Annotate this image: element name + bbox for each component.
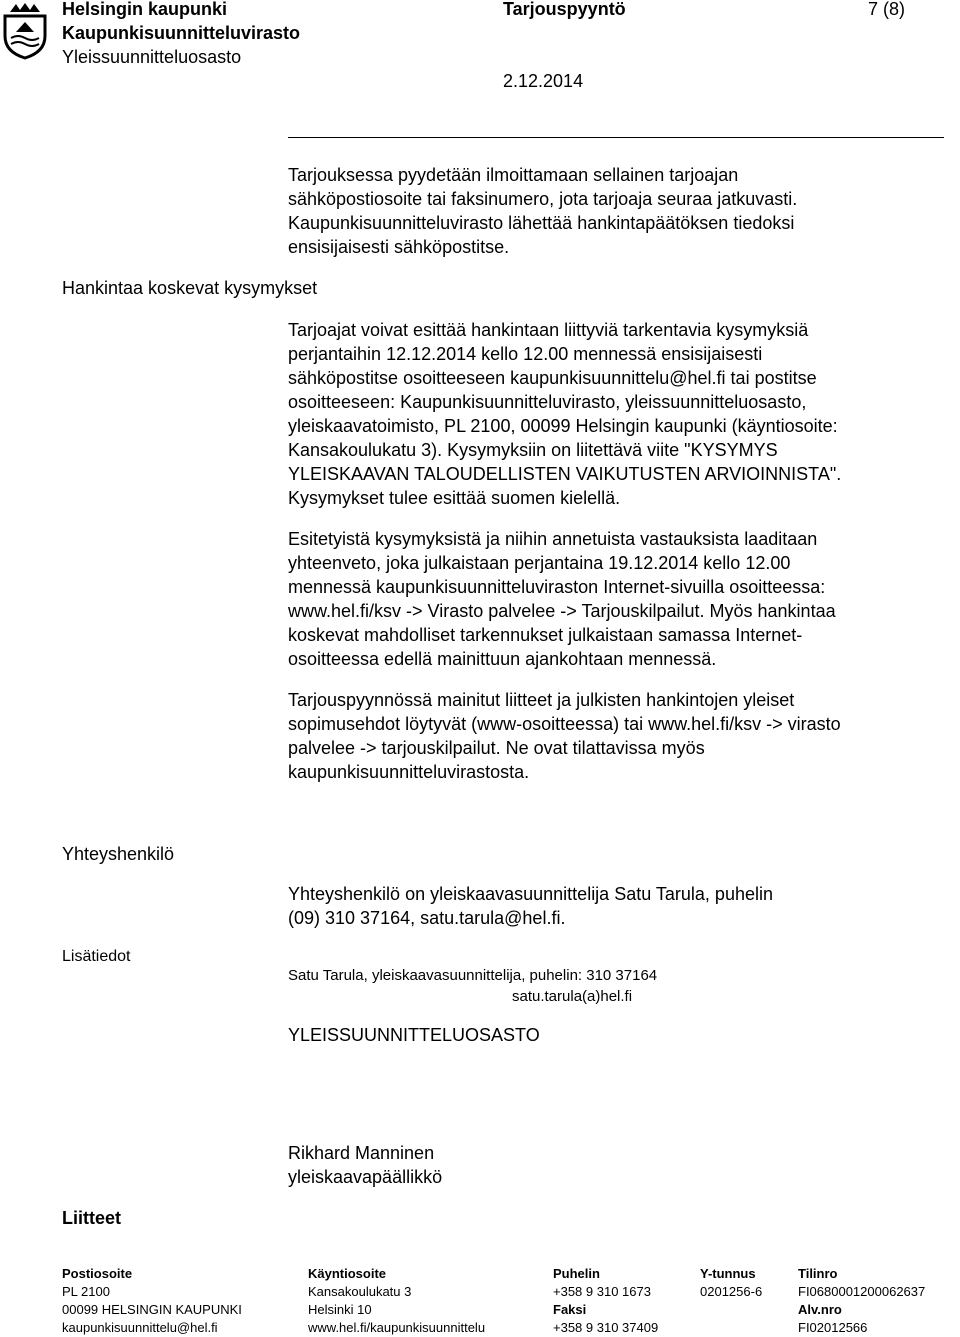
footer-heading: Faksi bbox=[553, 1302, 587, 1317]
text-line: kaupunkisuunnitteluvirastosta. bbox=[288, 762, 530, 782]
text-line: Kaupunkisuunnitteluvirasto lähettää hankintapäätöksen tiedoksi bbox=[288, 213, 795, 233]
text-line: Tarjoajat voivat esittää hankintaan liittyviä tarkentavia kysymyksiä bbox=[288, 320, 809, 340]
paragraph-attachments-terms bbox=[288, 688, 948, 784]
footer-bank bbox=[798, 1265, 925, 1337]
text-line: Kysymykset tulee esittää suomen kielellä. bbox=[288, 488, 621, 508]
document-date: 2.12.2014 bbox=[503, 71, 584, 91]
section-label-info: Lisätiedot bbox=[62, 948, 131, 965]
footer-line: FI0680001200062637 bbox=[798, 1284, 926, 1299]
department-name: Kaupunkisuunnitteluvirasto bbox=[62, 23, 301, 43]
document-type: Tarjouspyyntö bbox=[503, 0, 626, 19]
text-line: yleiskaavatoimisto, PL 2100, 00099 Helsingin kaupunki (käyntiosoite: bbox=[288, 416, 838, 436]
paragraph-contact-email bbox=[288, 163, 948, 259]
text-line: www.hel.fi/ksv -> Virasto palvelee -> Tarjouskilpailut. Myös hankintaa bbox=[288, 601, 836, 621]
text-line: sähköpostiosoite tai faksinumero, jota tarjoaja seuraa jatkuvasti. bbox=[288, 189, 798, 209]
text-line: osoitteeseen: Kaupunkisuunnitteluvirasto, yleissuunnitteluosasto, bbox=[288, 392, 807, 412]
footer-heading: Y-tunnus bbox=[700, 1266, 756, 1281]
footer-heading: Postiosoite bbox=[62, 1266, 133, 1281]
footer-line: Helsinki 10 bbox=[308, 1302, 372, 1317]
text-line: (09) 310 37164, satu.tarula@hel.fi. bbox=[288, 908, 566, 928]
text-line: ensisijaisesti sähköpostitse. bbox=[288, 237, 510, 257]
footer-website: www.hel.fi/kaupunkisuunnittelu bbox=[308, 1320, 486, 1335]
footer-line: 00099 HELSINGIN KAUPUNKI bbox=[62, 1302, 242, 1317]
signer-title: yleiskaavapäällikkö bbox=[288, 1167, 443, 1187]
footer-line: PL 2100 bbox=[62, 1284, 110, 1299]
text-line: palvelee -> tarjouskilpailut. Ne ovat tilattavissa myös bbox=[288, 738, 705, 758]
footer-line: +358 9 310 1673 bbox=[553, 1284, 651, 1299]
section-label-questions: Hankintaa koskevat kysymykset bbox=[62, 278, 318, 298]
footer-visit bbox=[308, 1265, 485, 1337]
footer-line: Kansakoulukatu 3 bbox=[308, 1284, 412, 1299]
info-email-line: satu.tarula(a)hel.fi bbox=[512, 988, 633, 1005]
paragraph-questions bbox=[288, 318, 948, 510]
helsinki-crest-icon bbox=[2, 2, 48, 60]
footer-ytunnus bbox=[700, 1265, 762, 1301]
text-line: sopimusehdot löytyvät (www-osoitteessa) tai www.hel.fi/ksv -> virasto bbox=[288, 714, 841, 734]
text-line: YLEISKAAVAN TALOUDELLISTEN VAIKUTUSTEN ARVIOINNISTA". bbox=[288, 464, 842, 484]
footer-postal bbox=[62, 1265, 242, 1337]
text-line: Tarjouksessa pyydetään ilmoittamaan sellainen tarjoajan bbox=[288, 165, 739, 185]
footer-line: +358 9 310 37409 bbox=[553, 1320, 659, 1335]
paragraph-answers-summary bbox=[288, 527, 948, 671]
text-line: Kansakoulukatu 3). Kysymyksiin on liitettävä viite "KYSYMYS bbox=[288, 440, 778, 460]
division-name: Yleissuunnitteluosasto bbox=[62, 47, 242, 67]
department-uppercase: YLEISSUUNNITTELUOSASTO bbox=[288, 1025, 540, 1045]
text-line: Tarjouspyynnössä mainitut liitteet ja julkisten hankintojen yleiset bbox=[288, 690, 795, 710]
footer-email: kaupunkisuunnittelu@hel.fi bbox=[62, 1320, 218, 1335]
paragraph-contact-person bbox=[288, 882, 948, 930]
text-line: yhteenveto, joka julkaistaan perjantaina 19.12.2014 kello 12.00 bbox=[288, 553, 791, 573]
section-label-contact: Yhteyshenkilö bbox=[62, 844, 175, 864]
page-number: 7 (8) bbox=[868, 0, 906, 19]
footer-heading: Käyntiosoite bbox=[308, 1266, 387, 1281]
text-line: koskevat mahdolliset tarkennukset julkaistaan samassa Internet- bbox=[288, 625, 803, 645]
text-line: Yhteyshenkilö on yleiskaavasuunnittelija Satu Tarula, puhelin bbox=[288, 884, 773, 904]
text-line: mennessä kaupunkisuunnitteluviraston Internet-sivuilla osoitteessa: bbox=[288, 577, 826, 597]
org-name: Helsingin kaupunki bbox=[62, 0, 228, 19]
header-divider bbox=[288, 137, 944, 138]
info-contact-line: Satu Tarula, yleiskaavasuunnittelija, puhelin: 310 37164 bbox=[288, 967, 658, 984]
signer-name: Rikhard Manninen bbox=[288, 1143, 435, 1163]
text-line: sähköpostitse osoitteeseen kaupunkisuunnittelu@hel.fi tai postitse bbox=[288, 368, 817, 388]
footer-phone bbox=[553, 1265, 658, 1337]
footer-line: FI02012566 bbox=[798, 1320, 868, 1335]
footer-heading: Alv.nro bbox=[798, 1302, 842, 1317]
footer-line: 0201256-6 bbox=[700, 1284, 763, 1299]
footer-heading: Tilinro bbox=[798, 1266, 838, 1281]
text-line: perjantaihin 12.12.2014 kello 12.00 mennessä ensisijaisesti bbox=[288, 344, 763, 364]
text-line: Esitetyistä kysymyksistä ja niihin annetuista vastauksista laaditaan bbox=[288, 529, 818, 549]
footer-heading: Puhelin bbox=[553, 1266, 600, 1281]
section-label-attachments: Liitteet bbox=[62, 1208, 122, 1228]
text-line: osoitteessa edellä mainittuun ajankohtaan mennessä. bbox=[288, 649, 717, 669]
